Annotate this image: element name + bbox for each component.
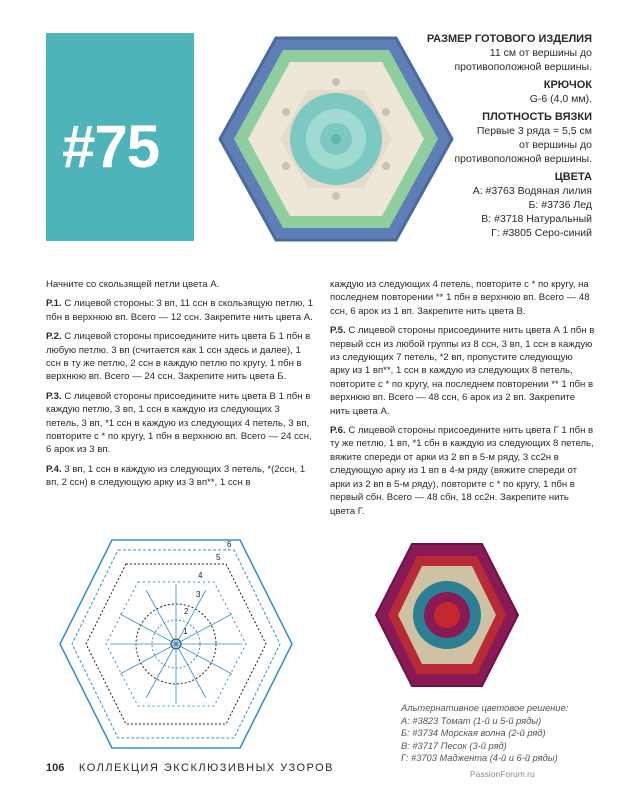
row-number-1: 1 [183,627,188,636]
watermark: PassionForum.ru [470,769,535,779]
color-line: Г: #3805 Серо-синий [491,227,592,239]
row-label: Р.2. [46,331,62,343]
row-text: С лицевой стороны присоедините нить цвета Б 1 пбн в любую петлю. 3 вп (считается как 1 ссн здесь и далее), 1 ссн в ту же петлю, 2 ссн в каждую петлю по кругу, 1 пбн в верхнюю вп. Всего — 24 ссн. Закрепите нить цвета Б. [46,331,311,383]
gauge-line: противоположной вершины. [454,153,592,165]
alternative-line: Б: #3734 Морская волна (2-й ряд) [401,728,546,739]
row-4-continued: каждую из следующих 4 петель, повторите с * по кругу, на последнем повторении ** 1 пбн в верхнюю вп. Всего — 48 ссн, 6 арок из 1 вп. Закрепите нить цвета В. [330,279,590,317]
page-number: 106 [46,762,65,774]
row-text: С лицевой стороны присоедините нить цвета А 1 пбн в первый ссн из любой группы из 8 ссн, 3 вп, 1 ссн в каждую из следующих 7 петель, *2 вп, пропустите следующую арку из 1 вп**, 1 ссн в каждую из следующих 8 петель, повторите с * по кругу, на последнем повторении ** 1 пбн в верхнюю вп. Всего — 48 ссн, 6 арок из 2 вп. Закрепите нить цвета А. [330,325,595,417]
alternative-color-photo [372,540,522,690]
row-text: С лицевой стороны присоедините нить цвета Г 1 пбн в ту же петлю, 1 вп, *1 сбн в каждую из следующих 8 петель, вяжите спереди от арки из 2 вп в 5-м ряду, 3 сс2н в следующую арку из 1 вп в 4-м ряду (вяжите спереди от арки из 2 вп в 5-м ряду), повторите с * по кругу, 1 пбн в первый сбн. Всего — 48 сбн, 18 сс2н. Закрепите нить цвета Г. [330,425,594,517]
row-3 [46,390,314,457]
row-number-6: 6 [227,540,232,549]
book-title: КОЛЛЕКЦИЯ ЭКСКЛЮЗИВНЫХ УЗОРОВ [78,762,335,774]
row-5 [330,324,595,418]
row-label: Р.1. [46,298,62,310]
intro-text: Начните со скользящей петли цвета А. [46,279,220,290]
color-line: В: #3718 Натуральный [481,213,592,225]
alternative-title: Альтернативное цветовое решение: [401,703,569,713]
row-4 [46,463,314,490]
gauge-line: Первые 3 ряда = 5,5 см [476,125,592,137]
row-label: Р.5. [330,325,346,337]
row-number-5: 5 [216,553,221,562]
row-text: С лицевой стороны присоедините нить цвета В 1 пбн в каждую петлю, 3 вп, 1 ссн в каждую из следующих 3 петель, 3 вп, *1 ссн в каждую из следующих 4 петель, 3 вп, повторите с * по кругу, 1 пбн в верхнюю вп. Всего — 24 ссн, 6 арок из 3 вп. [46,390,312,456]
pattern-number: #75 [62,113,160,180]
alternative-line: А: #3823 Томат (1-й и 5-й ряды) [401,715,542,726]
hook-heading: КРЮЧОК [543,79,592,91]
color-line: А: #3763 Водяная лилия [472,185,592,197]
row-2 [46,330,314,384]
color-line: Б: #3736 Лед [528,199,592,211]
row-text: 3 вп, 1 ссн в каждую из следующих 3 петель, *(2ссн, 1 вп, 2 ссн) в следующую арку из 3 вп**, 1 ссн в [46,463,306,489]
alternative-caption [401,702,601,765]
alternative-line: Г: #3703 Маджента (4-й и 6-й ряды) [401,753,558,764]
gauge-line: от вершины до [519,139,592,151]
row-label: Р.4. [46,463,62,475]
row-number-2: 2 [184,607,189,616]
instructions-right-column [330,278,595,524]
page-footer [46,762,334,774]
row-label: Р.3. [46,390,62,402]
row-1 [46,297,314,324]
gauge-heading: ПЛОТНОСТЬ ВЯЗКИ [482,111,592,123]
hook-value: G-6 (4,0 мм). [529,93,592,105]
alternative-line: В: #3717 Песок (3-й ряд) [401,740,507,751]
colors-heading: ЦВЕТА [554,171,592,183]
specs-block [392,32,592,240]
size-line: 11 см от вершины до [489,47,592,59]
row-text: С лицевой стороны: 3 вп, 11 ссн в скользящую петлю, 1 пбн в верхнюю вп. Всего — 12 ссн. Закрепите нить цвета А. [46,298,314,323]
instructions-left-column [46,278,314,496]
size-line: противоположной вершины. [454,61,592,73]
row-number-3: 3 [196,590,201,599]
crochet-chart [46,534,296,754]
row-6 [330,424,595,518]
row-number-4: 4 [198,571,203,580]
size-heading: РАЗМЕР ГОТОВОГО ИЗДЕЛИЯ [426,33,592,45]
row-label: Р.6. [330,425,346,437]
